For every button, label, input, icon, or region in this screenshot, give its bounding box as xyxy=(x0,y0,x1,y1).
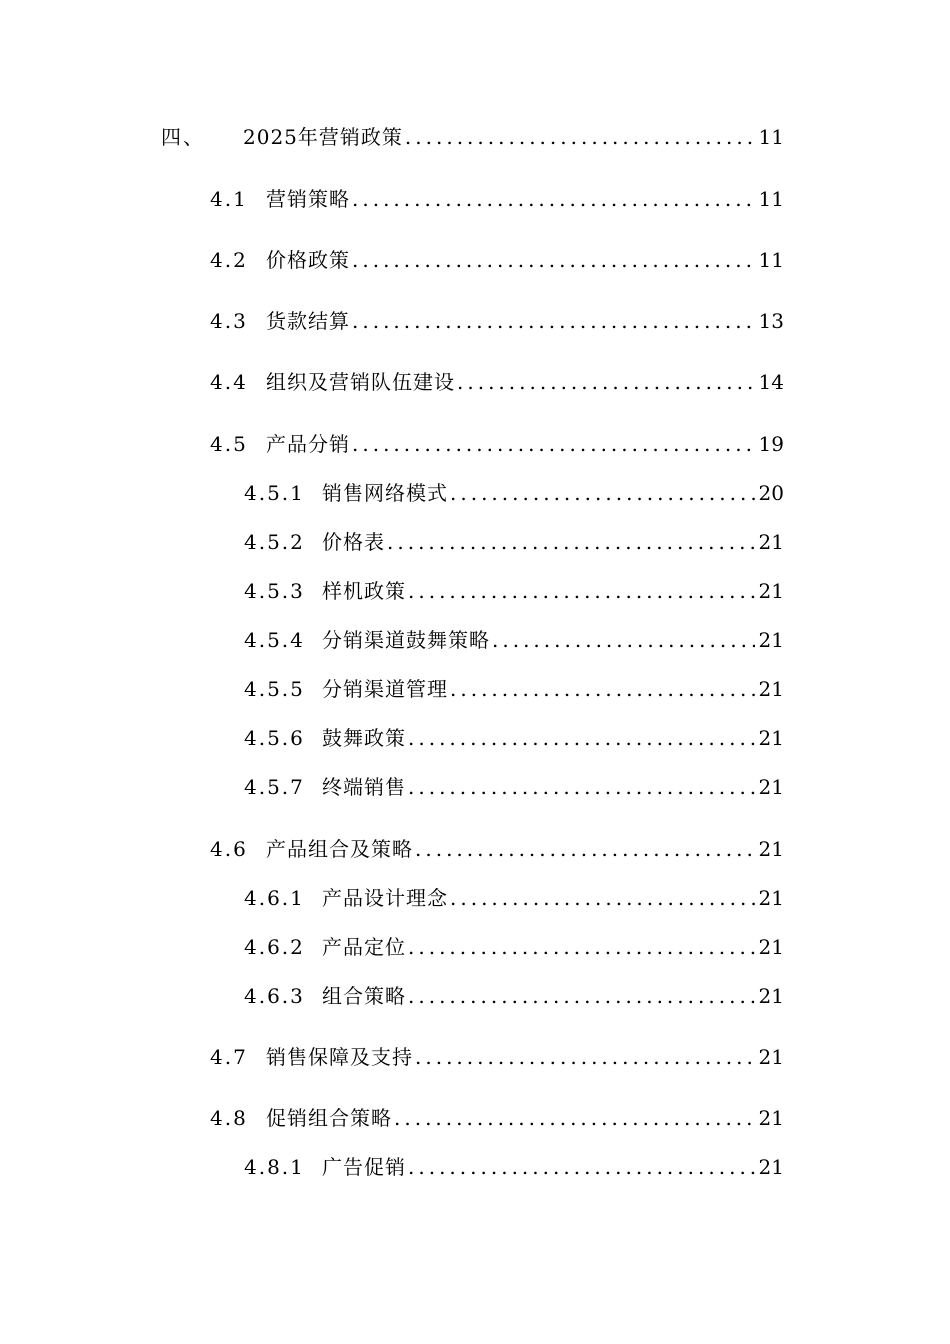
toc-entry[interactable] xyxy=(210,368,784,396)
toc-entry[interactable] xyxy=(244,884,784,912)
toc-dot-leader xyxy=(350,430,755,458)
toc-dot-leader xyxy=(406,773,755,801)
toc-dot-leader xyxy=(406,933,755,961)
toc-entry-number: 4.3 xyxy=(210,309,248,333)
toc-entry-page: 21 xyxy=(758,628,784,652)
toc-entry[interactable] xyxy=(161,123,784,151)
toc-entry-number: 4.6.2 xyxy=(244,935,305,959)
toc-entry-page: 21 xyxy=(758,579,784,603)
toc-entry-page: 21 xyxy=(758,886,784,910)
toc-entry-number: 4.5.7 xyxy=(244,775,305,799)
toc-entry-title: 促销组合策略 xyxy=(266,1106,392,1130)
toc-entry-page: 21 xyxy=(758,1155,784,1179)
toc-dot-leader xyxy=(385,528,755,556)
toc-entry-page: 21 xyxy=(758,1106,784,1130)
toc-entry[interactable] xyxy=(244,724,784,752)
toc-entry-number: 4.5.3 xyxy=(244,579,305,603)
toc-entry[interactable] xyxy=(210,430,784,458)
toc-entry[interactable] xyxy=(244,933,784,961)
toc-entry-title: 组织及营销队伍建设 xyxy=(266,370,455,394)
toc-dot-leader xyxy=(455,368,755,396)
toc-entry-title: 价格表 xyxy=(322,530,385,554)
toc-dot-leader xyxy=(350,185,755,213)
toc-entry-page: 14 xyxy=(758,370,784,394)
toc-entry-page: 21 xyxy=(758,677,784,701)
toc-entry[interactable] xyxy=(244,626,784,654)
toc-entry-page: 21 xyxy=(758,726,784,750)
toc-entry[interactable] xyxy=(210,307,784,335)
toc-entry-number: 4.5.4 xyxy=(244,628,305,652)
toc-entry-page: 21 xyxy=(758,935,784,959)
toc-entry-title: 销售保障及支持 xyxy=(266,1045,413,1069)
toc-entry-title: 产品组合及策略 xyxy=(266,837,413,861)
toc-entry-number: 4.6.3 xyxy=(244,984,305,1008)
toc-entry-title: 产品设计理念 xyxy=(322,886,448,910)
toc-dot-leader xyxy=(490,626,755,654)
toc-entry-number: 4.5.1 xyxy=(244,481,305,505)
toc-dot-leader xyxy=(448,675,755,703)
toc-entry[interactable] xyxy=(244,982,784,1010)
toc-entry-number: 4.5.6 xyxy=(244,726,305,750)
toc-entry-number: 4.8.1 xyxy=(244,1155,305,1179)
toc-entry-number: 4.2 xyxy=(210,248,248,272)
toc-entry[interactable] xyxy=(210,835,784,863)
toc-entry-page: 11 xyxy=(758,125,784,149)
toc-entry-number: 4.6 xyxy=(210,837,248,861)
toc-entry-page: 11 xyxy=(758,187,784,211)
toc-entry-title: 分销渠道管理 xyxy=(322,677,448,701)
toc-dot-leader xyxy=(406,577,755,605)
toc-dot-leader xyxy=(403,123,755,151)
toc-entry[interactable] xyxy=(210,1043,784,1071)
toc-entry[interactable] xyxy=(244,1153,784,1181)
toc-entry-page: 21 xyxy=(758,1045,784,1069)
toc-dot-leader xyxy=(448,479,755,507)
toc-dot-leader xyxy=(413,1043,755,1071)
toc-entry-title: 产品分销 xyxy=(266,432,350,456)
toc-dot-leader xyxy=(406,724,755,752)
toc-entry-title: 销售网络模式 xyxy=(322,481,448,505)
toc-entry-title: 终端销售 xyxy=(322,775,406,799)
toc-dot-leader xyxy=(413,835,755,863)
toc-entry[interactable] xyxy=(244,675,784,703)
toc-entry-number: 4.1 xyxy=(210,187,248,211)
toc-entry-number: 4.7 xyxy=(210,1045,248,1069)
toc-dot-leader xyxy=(406,1153,755,1181)
toc-entry-number: 4.5 xyxy=(210,432,248,456)
toc-entry-number: 4.4 xyxy=(210,370,248,394)
toc-entry-title: 样机政策 xyxy=(322,579,406,603)
toc-entry[interactable] xyxy=(244,528,784,556)
toc-dot-leader xyxy=(350,307,755,335)
toc-entry-title: 产品定位 xyxy=(322,935,406,959)
toc-entry-title: 营销策略 xyxy=(266,187,350,211)
toc-entry-page: 21 xyxy=(758,837,784,861)
toc-entry-page: 21 xyxy=(758,530,784,554)
toc-entry[interactable] xyxy=(244,773,784,801)
toc-entry-number: 4.8 xyxy=(210,1106,248,1130)
toc-dot-leader xyxy=(406,982,755,1010)
toc-entry-title: 分销渠道鼓舞策略 xyxy=(322,628,490,652)
toc-entry-title: 广告促销 xyxy=(322,1155,406,1179)
toc-entry-number: 四、 xyxy=(161,125,205,149)
toc-entry-page: 21 xyxy=(758,984,784,1008)
toc-entry-title: 组合策略 xyxy=(322,984,406,1008)
toc-entry-number: 4.6.1 xyxy=(244,886,305,910)
toc-entry[interactable] xyxy=(244,479,784,507)
toc-entry[interactable] xyxy=(210,185,784,213)
toc-dot-leader xyxy=(350,246,755,274)
toc-entry[interactable] xyxy=(244,577,784,605)
toc-entry-page: 21 xyxy=(758,775,784,799)
toc-entry-number: 4.5.5 xyxy=(244,677,305,701)
toc-dot-leader xyxy=(448,884,755,912)
toc-entry-page: 11 xyxy=(758,248,784,272)
toc-entry[interactable] xyxy=(210,1104,784,1132)
toc-entry-title: 2025年营销政策 xyxy=(243,125,403,149)
toc-entry-title: 鼓舞政策 xyxy=(322,726,406,750)
toc-entry-page: 20 xyxy=(758,481,784,505)
toc-dot-leader xyxy=(392,1104,755,1132)
toc-entry-number: 4.5.2 xyxy=(244,530,305,554)
toc-entry-page: 13 xyxy=(758,309,784,333)
toc-entry-title: 价格政策 xyxy=(266,248,350,272)
toc-entry-title: 货款结算 xyxy=(266,309,350,333)
toc-entry[interactable] xyxy=(210,246,784,274)
toc-entry-page: 19 xyxy=(758,432,784,456)
